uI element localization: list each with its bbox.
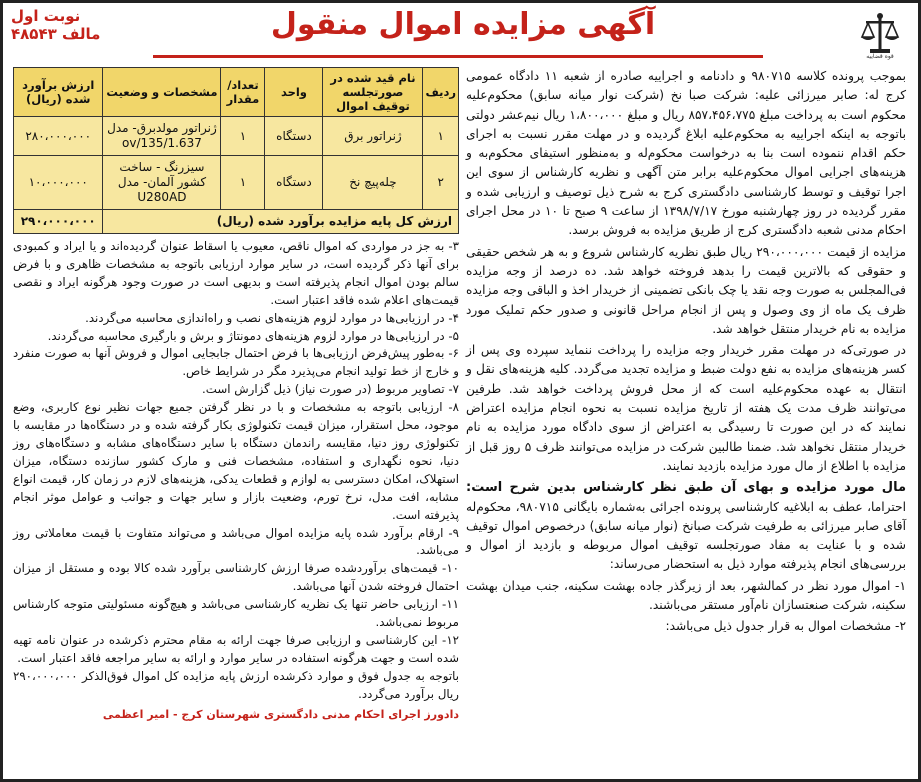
note-7: ۷- تصاویر مربوط (در صورت نیاز) ذیل گزارش است.: [202, 382, 459, 397]
note-5: ۵- در ارزیابی‌ها در موارد لزوم هزینه‌های دمونتاژ و برش و بارگیری محاسبه می‌گردند.: [47, 328, 459, 343]
header-row-number: ردیف: [423, 68, 459, 117]
total-value: ۲۹۰،۰۰۰،۰۰۰: [14, 210, 103, 234]
item-specs: ۲- مشخصات اموال به قرار جدول ذیل می‌باشد:: [665, 619, 906, 634]
expert-text: احتراما، عطف به ابلاغیه کارشناسی پرونده اجرائی به‌شماره بایگانی ۹۸۰۷۱۵، محکوم‌له آقای صابر میرزائی به طرفیت شرکت صبانخ (نوار میانه سابق) درخصوص اموال توقیف شده و با عنایت به مفاد صورتجلسه توقیف اموال مربوطه و بازدید از اموال و بررسی‌های انجام پذیرفته موارد ذیل به استحضار می‌رساند:: [466, 499, 906, 572]
left-column: [13, 67, 459, 723]
paragraph-case: بموجب پرونده کلاسه ۹۸۰۷۱۵ و دادنامه و اجراییه صادره از شعبه ۱۱ دادگاه عمومی کرج له: صابر میرزائی علیه: شرکت صبا نخ (شرکت نوار میانه سابق) محکوم‌علیه محکوم است به پرداخت مبلغ ۸۵۷،۴۵۶،۷۷۵ ریال و مبلغ ۱،۸۰۰،۰۰۰ ریال نیم‌عشر دولتی باتوجه به اینکه اجراییه به محکوم‌علیه ابلاغ گردیده و در مهلت مقرر نسبت به اجرای حکم اقدام ننموده است بنا به درخواست محکوم‌له و به‌منظور استیفای محکوم‌به و هزینه‌های اجرایی اموال محکوم‌علیه برابر متن آگهی و نظریه کارشناس از سوی این اجرا توقیف و توسط کارشناسی دادگستری کرج به شرح ذیل توصیف و ارزیابی شده و مقرر گردیده در روز چهارشنبه مورخ ۱۳۹۸/۷/۱۷ از ساعت ۹ صبح تا ۱۰ در محل اجرای احکام مدنی شعبه دادگستری کرج از طریق مزایده به فروش برسد.: [466, 69, 907, 238]
notice-header: [3, 3, 918, 63]
cell-value: ۱۰،۰۰۰،۰۰۰: [14, 156, 103, 210]
header-value: ارزش برآورد شده (ریال): [14, 68, 103, 117]
cell-specs: سیزرنگ - ساخت کشور آلمان- مدل U280AD: [103, 156, 221, 210]
cell-unit: دستگاه: [265, 117, 323, 156]
cell-row: ۲: [423, 156, 459, 210]
header-name: نام قید شده در صورتجلسه توقیف اموال: [323, 68, 423, 117]
table-header-row: [14, 68, 459, 117]
total-label: ارزش کل پایه مزایده برآورد شده (ریال): [103, 210, 459, 234]
notice-round: نوبت اول: [11, 7, 81, 25]
cell-unit: دستگاه: [265, 156, 323, 210]
page-title: آگهی مزایده اموال منقول: [270, 7, 656, 42]
cell-qty: ۱: [221, 117, 265, 156]
note-6: ۶- به‌طور پیش‌فرض ارزیابی‌ها با فرض احتمال جابجایی اموال و فروش آنها به صورت منفرد و خارج از خط تولید انجام می‌پذیرد مگر در شرایط خاص.: [13, 346, 459, 379]
signature: دادورز اجرای احکام مدنی دادگستری شهرستان کرج - امیر اعظمی: [102, 707, 459, 721]
note-3: ۳- به جز در مواردی که اموال ناقص، معیوب یا اسقاط عنوان گردیده‌اند و یا ایراد و کمبودی برای آنها ذکر گردیده است، در سایر موارد ارزیابی باتوجه به مشخصات ظاهری و با فرض سالم بودن اموال انجام پذیرفته است و بدیهی است در صورت وجود هرگونه ایراد و نقصی قیمت‌های اعلام شده فاقد اعتبار است.: [13, 239, 459, 307]
cell-qty: ۱: [221, 156, 265, 210]
expert-heading: مال مورد مزایده و بهای آن طبق نظر کارشناس بدین شرح است:: [466, 480, 906, 496]
judiciary-emblem-icon: [856, 11, 904, 59]
cell-specs: ژنراتور مولدبرق- مدل ov/135/1.637: [103, 117, 221, 156]
ad-code: مالف ۴۸۵۴۳: [11, 25, 101, 43]
emblem-caption: قوه قضاییه: [866, 53, 894, 60]
cell-row: ۱: [423, 117, 459, 156]
table-row: [14, 117, 459, 156]
header-unit: واحد: [265, 68, 323, 117]
note-10: ۱۰- قیمت‌های برآوردشده صرفا ارزش کارشناسی برآورد شده کالا بوده و مستقل از میزان احتمال فروخته شدن آنها می‌باشد.: [13, 561, 459, 594]
paragraph-price: مزایده از قیمت ۲۹۰،۰۰۰،۰۰۰ ریال طبق نظریه کارشناس شروع و به هر شخص حقیقی و حقوقی که بالاترین قیمت را بدهد فروخته خواهد شد. ده درصد از وجه مزایده فی‌المجلس به صورت وجه نقد یا چک بانکی تضمینی از خریدار اخذ و الباقی وجه مزایده ظرف یک ماه از وی وصول و پس از انجام مراحل قانونی و صدور حکم تملیک مورد مزایده به نام خریدار منتقل خواهد شد.: [466, 244, 906, 336]
notice-info: [11, 7, 131, 43]
title-divider: [153, 55, 763, 58]
note-12: ۱۲- این کارشناسی و ارزیابی صرفا جهت ارائه به مقام محترم ذکرشده در عنوان نامه تهیه شده است و جهت هرگونه استفاده در سایر موارد و ارائه به سایر مراجعه فاقد اعتبار است.: [13, 632, 459, 665]
table-row: [14, 156, 459, 210]
note-4: ۴- در ارزیابی‌ها در موارد لزوم هزینه‌های نصب و راه‌اندازی محاسبه می‌گردند.: [85, 310, 459, 325]
item-location: ۱- اموال مورد نظر در کمالشهر، بعد از زیرگذر جاده بهشت سکینه، جنب میدان بهشت سکینه، شرکت صنعتسازان نام‌آور مستقر می‌باشند.: [466, 578, 906, 613]
right-column: [466, 67, 906, 639]
cell-name: چله‌پیچ نخ: [323, 156, 423, 210]
header-specs: مشخصات و وضعیت: [103, 68, 221, 117]
note-8: ۸- ارزیابی باتوجه به مشخصات و با در نظر گرفتن جمیع جهات نظیر نوع کاربری، وضع موجود، محل استقرار، میزان قیمت تکنولوژی بکار گرفته شده و در دستگاه‌ها در مقایسه با تکنولوژی روز دنیا، مقایسه راندمان دستگاه با سایر دستگاه‌های مشابه و دستگاه‌های روز دنیا، نحوه نگهداری و استفاده، مشخصات فنی و مارک کشور سازنده دستگاه، میزان استهلاک، امکان دسترسی به لوازم و قطعات یدکی، هزینه‌های لازم در زمان کار، قیمت انواع مشابه، افت مدل، نرخ تورم، وضعیت بازار و سایر جهات و جوانب و عوامل موثر انجام پذیرفته است.: [13, 400, 459, 522]
items-table: [13, 67, 459, 234]
note-11: ۱۱- ارزیابی حاضر تنها یک نظریه کارشناسی می‌باشد و هیچ‌گونه مسئولیتی متوجه کارشناس مربوط نمی‌باشد.: [13, 597, 459, 630]
cell-value: ۲۸۰،۰۰۰،۰۰۰: [14, 117, 103, 156]
header-qty: تعداد/ مقدار: [221, 68, 265, 117]
summary: باتوجه به جدول فوق و موارد ذکرشده ارزش پایه مزایده کل اموال فوق‌الذکر ۲۹۰،۰۰۰،۰۰۰ ریال برآورد می‌گردد.: [13, 668, 459, 701]
cell-name: ژنراتور برق: [323, 117, 423, 156]
table-total-row: [14, 210, 459, 234]
paragraph-terms: در صورتی‌که در مهلت مقرر خریدار وجه مزایده را پرداخت ننماید سپرده وی پس از کسر هزینه‌های مزایده به نفع دولت ضبط و مزایده تجدید می‌گردد. کلیه هزینه‌های نقل و انتقال به عهده محکوم‌علیه است که از محل فروش پرداخت خواهد شد. طرفین می‌توانند ظرف مدت یک هفته از تاریخ مزایده نسبت به نحوه انجام مزایده اعتراض نمایند که در این صورت تا رسیدگی به اعتراض از سوی دادگاه مورد مزایده به نام خریدار منتقل نخواهد شد. ضمنا طالبین شرکت در مزایده می‌توانند ظرف ۵ روز قبل از مزایده با اطلاع از مال مورد مزایده بازدید نمایند.: [466, 343, 906, 473]
note-9: ۹- ارقام برآورد شده پایه مزایده اموال می‌باشد و می‌تواند متفاوت با قیمت معاملاتی روز می‌باشد.: [13, 525, 459, 558]
paragraph-expert: [466, 478, 906, 574]
